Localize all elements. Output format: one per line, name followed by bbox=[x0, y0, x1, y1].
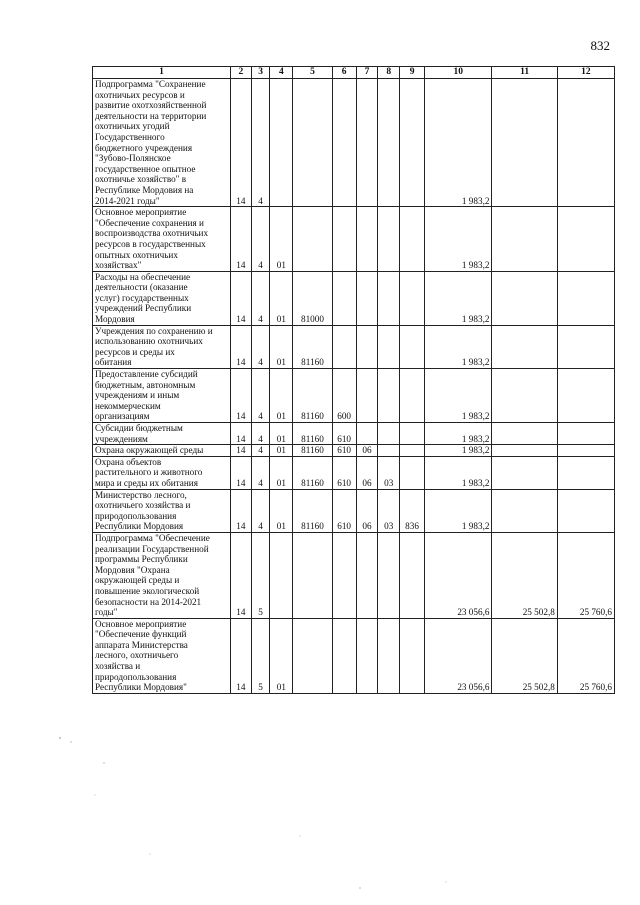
cell-c5: 81160 bbox=[293, 489, 332, 532]
cell-c9 bbox=[400, 423, 425, 445]
column-header: 6 bbox=[332, 67, 356, 79]
cell-c9 bbox=[400, 207, 425, 272]
cell-c7 bbox=[356, 369, 378, 423]
cell-c3: 4 bbox=[251, 271, 270, 325]
cell-c2: 14 bbox=[231, 271, 252, 325]
cell-c9: 836 bbox=[400, 489, 425, 532]
cell-c12 bbox=[557, 207, 614, 272]
cell-c11 bbox=[492, 445, 557, 457]
cell-c3: 4 bbox=[251, 445, 270, 457]
cell-c3: 4 bbox=[251, 456, 270, 489]
column-header: 2 bbox=[231, 67, 252, 79]
cell-c10: 1 983,2 bbox=[425, 207, 492, 272]
cell-c11: 25 502,8 bbox=[492, 618, 557, 693]
cell-c11 bbox=[492, 456, 557, 489]
cell-c12 bbox=[557, 79, 614, 207]
cell-c9 bbox=[400, 532, 425, 618]
cell-c2: 14 bbox=[231, 207, 252, 272]
row-name: Охрана окружающей среды bbox=[93, 445, 231, 457]
cell-c3: 4 bbox=[251, 423, 270, 445]
cell-c6: 610 bbox=[332, 489, 356, 532]
cell-c10: 1 983,2 bbox=[425, 445, 492, 457]
cell-c8 bbox=[378, 369, 400, 423]
cell-c3: 4 bbox=[251, 369, 270, 423]
table-row bbox=[93, 207, 615, 272]
cell-c9 bbox=[400, 79, 425, 207]
cell-c7 bbox=[356, 207, 378, 272]
table-row bbox=[93, 325, 615, 368]
cell-c4: 01 bbox=[270, 369, 293, 423]
cell-c4: 01 bbox=[270, 618, 293, 693]
cell-c4: 01 bbox=[270, 423, 293, 445]
cell-c5: 81000 bbox=[293, 271, 332, 325]
cell-c3: 5 bbox=[251, 532, 270, 618]
cell-c6 bbox=[332, 618, 356, 693]
cell-c12 bbox=[557, 271, 614, 325]
cell-c12 bbox=[557, 423, 614, 445]
cell-c2: 14 bbox=[231, 79, 252, 207]
cell-c12 bbox=[557, 325, 614, 368]
cell-c8 bbox=[378, 271, 400, 325]
cell-c4: 01 bbox=[270, 271, 293, 325]
cell-c11 bbox=[492, 423, 557, 445]
cell-c9 bbox=[400, 369, 425, 423]
cell-c11 bbox=[492, 369, 557, 423]
cell-c6: 610 bbox=[332, 423, 356, 445]
cell-c6 bbox=[332, 271, 356, 325]
cell-c10: 1 983,2 bbox=[425, 271, 492, 325]
row-name: Подпрограмма "Сохранение охотничьих ресурсов и развитие охотхозяйственной деятельности на территории охотничьих угодий Государственного бюджетного учреждения "Зубово-Полянское государственное опытное охотничье хозяйство" в Республике Мордовия на 2014-2021 годы" bbox=[93, 79, 231, 207]
cell-c10: 1 983,2 bbox=[425, 456, 492, 489]
table-row bbox=[93, 79, 615, 207]
cell-c10: 23 056,6 bbox=[425, 532, 492, 618]
cell-c10: 1 983,2 bbox=[425, 369, 492, 423]
column-header: 3 bbox=[251, 67, 270, 79]
table-row bbox=[93, 456, 615, 489]
row-name: Министерство лесного, охотничьего хозяйства и природопользования Республики Мордовия bbox=[93, 489, 231, 532]
cell-c8 bbox=[378, 325, 400, 368]
cell-c2: 14 bbox=[231, 618, 252, 693]
row-name: Расходы на обеспечение деятельности (оказание услуг) государственных учреждений Республики Мордовия bbox=[93, 271, 231, 325]
cell-c10: 1 983,2 bbox=[425, 489, 492, 532]
row-name: Субсидии бюджетным учреждениям bbox=[93, 423, 231, 445]
cell-c5: 81160 bbox=[293, 423, 332, 445]
column-header: 10 bbox=[425, 67, 492, 79]
cell-c11 bbox=[492, 271, 557, 325]
cell-c6 bbox=[332, 325, 356, 368]
table-row bbox=[93, 445, 615, 457]
cell-c6: 610 bbox=[332, 456, 356, 489]
column-header: 1 bbox=[93, 67, 231, 79]
cell-c11 bbox=[492, 79, 557, 207]
cell-c9 bbox=[400, 456, 425, 489]
cell-c3: 4 bbox=[251, 325, 270, 368]
cell-c4 bbox=[270, 79, 293, 207]
cell-c7 bbox=[356, 79, 378, 207]
cell-c5 bbox=[293, 79, 332, 207]
cell-c9 bbox=[400, 445, 425, 457]
row-name: Учреждения по сохранению и использованию охотничьих ресурсов и среды их обитания bbox=[93, 325, 231, 368]
column-header: 7 bbox=[356, 67, 378, 79]
cell-c3: 5 bbox=[251, 618, 270, 693]
cell-c4 bbox=[270, 532, 293, 618]
cell-c3: 4 bbox=[251, 79, 270, 207]
cell-c10: 1 983,2 bbox=[425, 423, 492, 445]
table-row bbox=[93, 532, 615, 618]
cell-c5: 81160 bbox=[293, 325, 332, 368]
table-header-row bbox=[93, 67, 615, 79]
cell-c7: 06 bbox=[356, 445, 378, 457]
cell-c8: 03 bbox=[378, 456, 400, 489]
cell-c8 bbox=[378, 207, 400, 272]
row-name: Основное мероприятие "Обеспечение функций аппарата Министерства лесного, охотничьего хозяйства и природопользования Республики Мордовия" bbox=[93, 618, 231, 693]
cell-c9 bbox=[400, 618, 425, 693]
cell-c5: 81160 bbox=[293, 456, 332, 489]
cell-c7: 06 bbox=[356, 489, 378, 532]
cell-c2: 14 bbox=[231, 456, 252, 489]
budget-table bbox=[92, 66, 615, 694]
cell-c7: 06 bbox=[356, 456, 378, 489]
table-row bbox=[93, 423, 615, 445]
cell-c5: 81160 bbox=[293, 445, 332, 457]
cell-c11 bbox=[492, 489, 557, 532]
row-name: Подпрограмма "Обеспечение реализации Государственной программы Республики Мордовия "Охрана окружающей среды и повышение экологической безопасности на 2014-2021 годы" bbox=[93, 532, 231, 618]
table-row bbox=[93, 369, 615, 423]
table-row bbox=[93, 489, 615, 532]
cell-c3: 4 bbox=[251, 207, 270, 272]
cell-c12 bbox=[557, 456, 614, 489]
cell-c12 bbox=[557, 489, 614, 532]
cell-c6 bbox=[332, 532, 356, 618]
column-header: 8 bbox=[378, 67, 400, 79]
cell-c8 bbox=[378, 532, 400, 618]
cell-c9 bbox=[400, 325, 425, 368]
cell-c10: 23 056,6 bbox=[425, 618, 492, 693]
cell-c2: 14 bbox=[231, 423, 252, 445]
cell-c4: 01 bbox=[270, 489, 293, 532]
cell-c11: 25 502,8 bbox=[492, 532, 557, 618]
cell-c2: 14 bbox=[231, 489, 252, 532]
cell-c8 bbox=[378, 79, 400, 207]
cell-c3: 4 bbox=[251, 489, 270, 532]
cell-c5: 81160 bbox=[293, 369, 332, 423]
cell-c7 bbox=[356, 532, 378, 618]
page-number: 832 bbox=[590, 38, 610, 53]
cell-c8 bbox=[378, 445, 400, 457]
table-row bbox=[93, 618, 615, 693]
cell-c6 bbox=[332, 207, 356, 272]
cell-c7 bbox=[356, 325, 378, 368]
column-header: 5 bbox=[293, 67, 332, 79]
cell-c12 bbox=[557, 445, 614, 457]
cell-c10: 1 983,2 bbox=[425, 79, 492, 207]
cell-c6: 610 bbox=[332, 445, 356, 457]
cell-c8 bbox=[378, 423, 400, 445]
cell-c8: 03 bbox=[378, 489, 400, 532]
cell-c2: 14 bbox=[231, 369, 252, 423]
cell-c5 bbox=[293, 618, 332, 693]
row-name: Предоставление субсидий бюджетным, автономным учреждениям и иным некоммерческим организациям bbox=[93, 369, 231, 423]
column-header: 12 bbox=[557, 67, 614, 79]
cell-c7 bbox=[356, 423, 378, 445]
column-header: 11 bbox=[492, 67, 557, 79]
cell-c5 bbox=[293, 207, 332, 272]
cell-c11 bbox=[492, 325, 557, 368]
cell-c11 bbox=[492, 207, 557, 272]
cell-c5 bbox=[293, 532, 332, 618]
table-row bbox=[93, 271, 615, 325]
cell-c2: 14 bbox=[231, 325, 252, 368]
row-name: Охрана объектов растительного и животного мира и среды их обитания bbox=[93, 456, 231, 489]
cell-c6 bbox=[332, 79, 356, 207]
cell-c9 bbox=[400, 271, 425, 325]
cell-c4: 01 bbox=[270, 445, 293, 457]
cell-c12: 25 760,6 bbox=[557, 618, 614, 693]
cell-c7 bbox=[356, 618, 378, 693]
cell-c12 bbox=[557, 369, 614, 423]
cell-c2: 14 bbox=[231, 445, 252, 457]
column-header: 4 bbox=[270, 67, 293, 79]
cell-c4: 01 bbox=[270, 456, 293, 489]
cell-c7 bbox=[356, 271, 378, 325]
column-header: 9 bbox=[400, 67, 425, 79]
cell-c12: 25 760,6 bbox=[557, 532, 614, 618]
cell-c4: 01 bbox=[270, 325, 293, 368]
cell-c2: 14 bbox=[231, 532, 252, 618]
row-name: Основное мероприятие "Обеспечение сохранения и воспроизводства охотничьих ресурсов в государственных опытных охотничьих хозяйствах" bbox=[93, 207, 231, 272]
cell-c10: 1 983,2 bbox=[425, 325, 492, 368]
cell-c8 bbox=[378, 618, 400, 693]
cell-c6: 600 bbox=[332, 369, 356, 423]
cell-c4: 01 bbox=[270, 207, 293, 272]
